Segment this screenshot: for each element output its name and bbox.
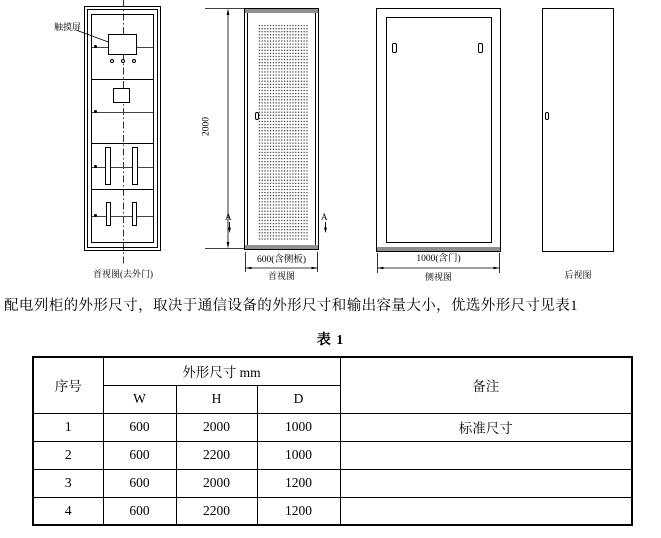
- indicator-dot: [121, 59, 125, 63]
- section-centerline: [92, 112, 153, 113]
- cell-h: 2200: [176, 497, 257, 525]
- cell-d: 1000: [257, 413, 340, 441]
- cell-w: 600: [103, 441, 176, 469]
- cell-note: [340, 441, 632, 469]
- width-dimension-600-label: 600(含侧板): [256, 255, 307, 265]
- cell-seq: 3: [33, 469, 103, 497]
- cell-d: 1200: [257, 497, 340, 525]
- cabinet-rear-view: [542, 8, 614, 252]
- indicator-dot: [132, 59, 136, 63]
- cabinet-side-view: [376, 8, 501, 252]
- section-mark-a-left: A: [225, 212, 232, 222]
- header-note: 备注: [340, 357, 632, 413]
- indicator-dot: [110, 59, 114, 63]
- header-w: W: [103, 385, 176, 413]
- breaker-slot: [105, 147, 111, 185]
- bottom-rail: [377, 247, 500, 251]
- header-seq: 序号: [33, 357, 103, 413]
- cell-h: 2000: [176, 469, 257, 497]
- arrow-left: [246, 267, 252, 270]
- hinge-dot: [94, 45, 97, 48]
- cabinet-front-open-view: [84, 6, 161, 251]
- cell-w: 600: [103, 497, 176, 525]
- cabinet-front-view: [244, 8, 319, 250]
- panel-section-4: [92, 190, 153, 242]
- touch-screen-label: 触摸屏: [54, 22, 82, 32]
- header-h: H: [176, 385, 257, 413]
- panel-section-3: [92, 144, 153, 189]
- breaker-slot: [106, 202, 111, 226]
- breaker-slot: [132, 147, 138, 185]
- arrow-a-right: [324, 228, 327, 234]
- cell-d: 1200: [257, 469, 340, 497]
- table-row: [33, 441, 632, 469]
- side-panel: [386, 17, 492, 243]
- cell-w: 600: [103, 413, 176, 441]
- panel-section-1: [92, 15, 153, 80]
- cell-note: 标准尺寸: [340, 413, 632, 441]
- cell-d: 1000: [257, 441, 340, 469]
- table-header-row-1: [33, 357, 632, 385]
- section-centerline: [92, 167, 153, 168]
- header-d: D: [257, 385, 340, 413]
- header-dims-group: 外形尺寸 mm: [103, 357, 340, 385]
- height-dimension-label: 2000: [201, 117, 212, 136]
- table-row: [33, 469, 632, 497]
- breaker-slot: [132, 202, 137, 226]
- cell-seq: 4: [33, 497, 103, 525]
- cell-note: [340, 469, 632, 497]
- arrow-down: [227, 242, 230, 249]
- bottom-rail: [245, 245, 318, 249]
- door-handle: [255, 112, 259, 120]
- touch-screen: [108, 34, 137, 55]
- hinge-dot: [94, 214, 97, 217]
- cell-h: 2000: [176, 413, 257, 441]
- hinge-dot: [94, 110, 97, 113]
- caption-side-view: 侧视图: [424, 272, 452, 282]
- caption-front-view: 首视图: [267, 271, 295, 281]
- cabinet-inner-frame: [87, 9, 158, 248]
- panel-latch: [392, 43, 397, 53]
- arrow-right2: [494, 267, 500, 270]
- arrow-left2: [378, 267, 384, 270]
- perforated-door-panel: [258, 24, 308, 240]
- hinge-dot: [94, 165, 97, 168]
- cell-h: 2200: [176, 441, 257, 469]
- cell-note: [340, 497, 632, 525]
- cabinet-panel: [91, 14, 154, 243]
- caption-front-open-view: 首视图(去外门): [93, 269, 153, 279]
- cell-seq: 2: [33, 441, 103, 469]
- door-handle: [545, 112, 549, 120]
- top-rail: [245, 9, 318, 13]
- cell-w: 600: [103, 469, 176, 497]
- arrow-right: [312, 267, 318, 270]
- panel-latch: [478, 43, 483, 53]
- body-paragraph: 配电列柜的外形尺寸，取决于通信设备的外形尺寸和输出容量大小，优选外形尺寸见表1: [4, 298, 578, 314]
- table-row: [33, 413, 632, 441]
- width-dimension-1000-label: 1000(含门): [416, 254, 461, 264]
- table-title: 表 1: [316, 333, 345, 348]
- section-centerline: [92, 216, 153, 217]
- cell-seq: 1: [33, 413, 103, 441]
- table-row: [33, 497, 632, 525]
- arrow-a-left: [228, 228, 231, 234]
- meter-window: [113, 88, 130, 103]
- panel-section-2: [92, 80, 153, 145]
- dimension-table: [32, 356, 633, 526]
- caption-rear-view: 后视图: [564, 270, 592, 280]
- section-mark-a-right: A: [321, 212, 328, 222]
- arrow-up: [227, 9, 230, 16]
